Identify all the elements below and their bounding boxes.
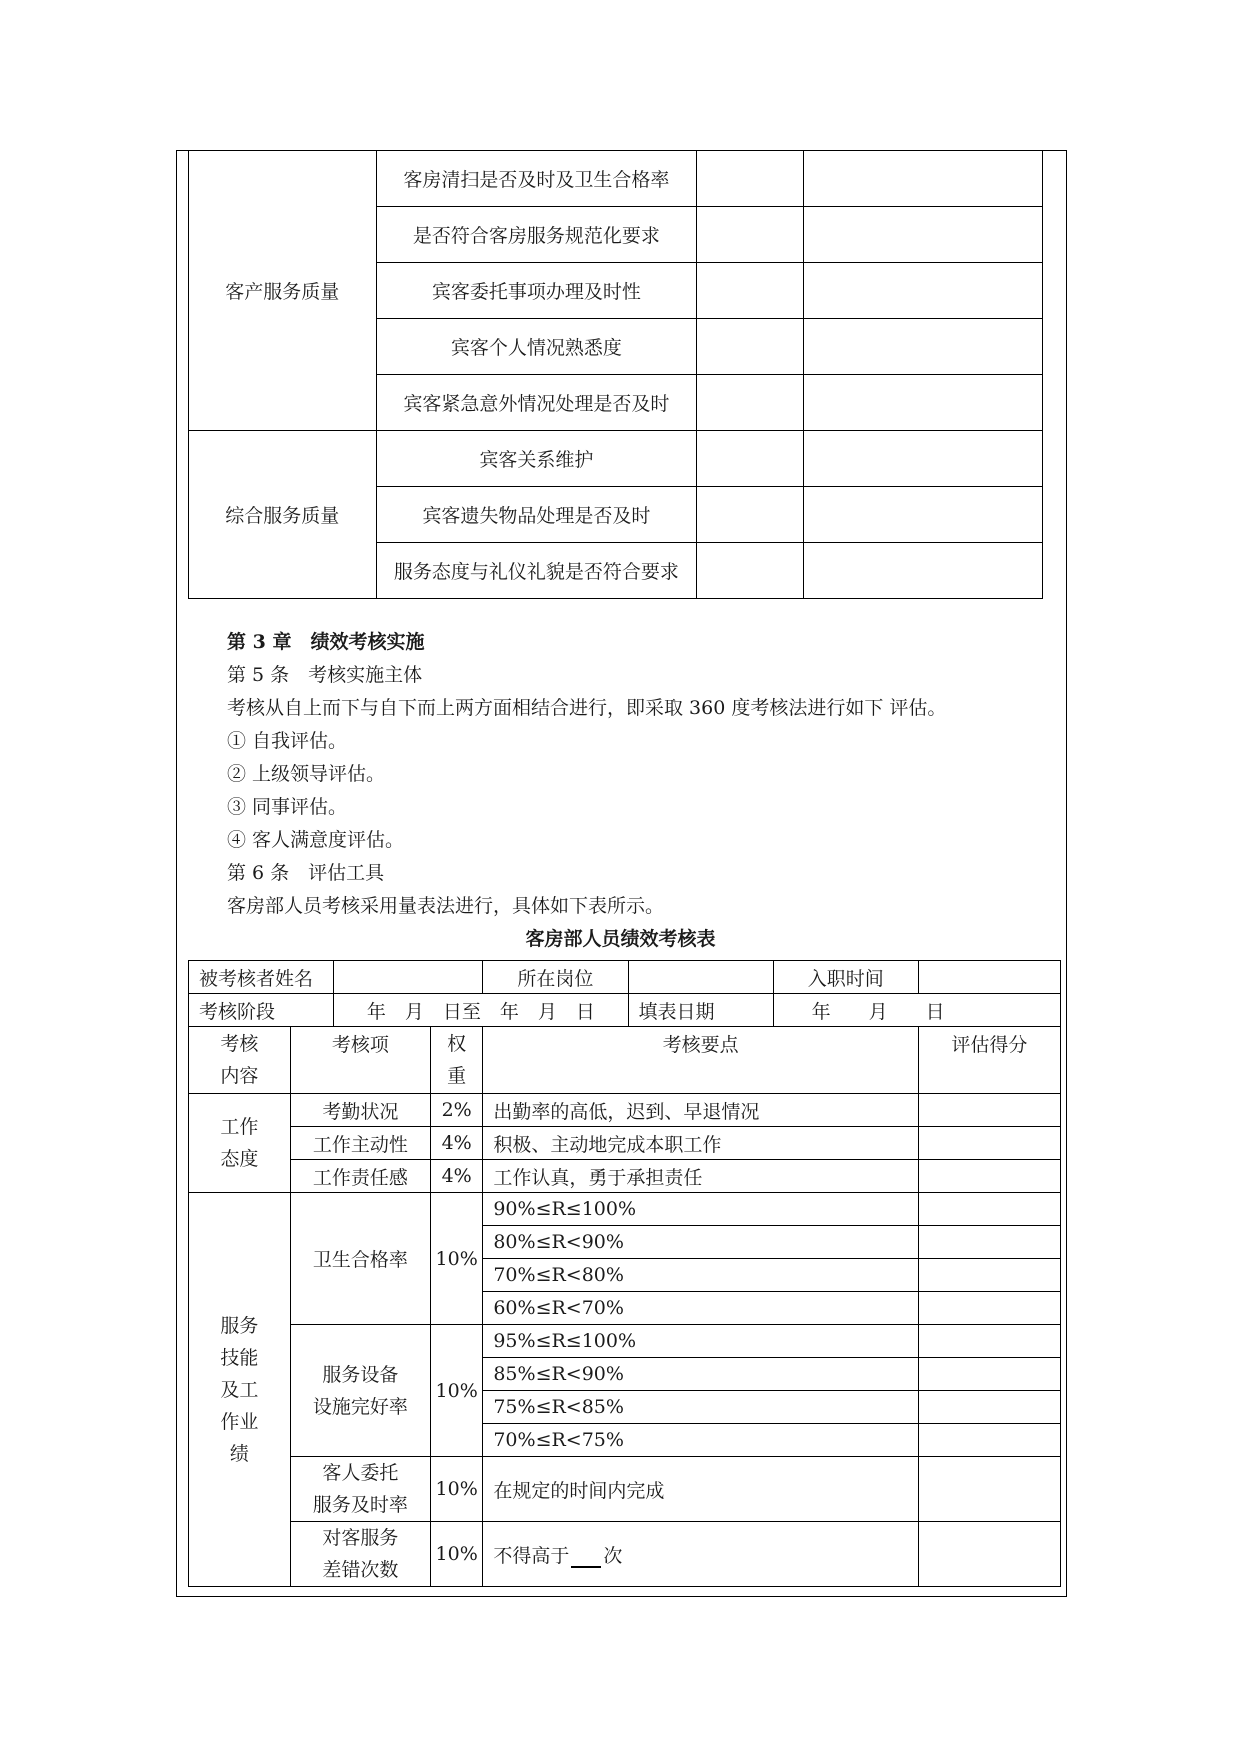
blank-cell[interactable] xyxy=(697,375,804,431)
item-cell: 宾客关系维护 xyxy=(376,431,697,487)
weight-cell: 10% xyxy=(430,1457,482,1522)
page-frame-left xyxy=(176,150,177,1596)
name-value[interactable] xyxy=(334,961,483,994)
list-item: ③ 同事评估。 xyxy=(227,796,348,818)
point-cell: 工作认真，勇于承担责任 xyxy=(483,1160,918,1193)
level-cell: 70%≤R<75% xyxy=(483,1424,918,1457)
level-cell: 90%≤R≤100% xyxy=(483,1193,918,1226)
table-row xyxy=(189,1160,1061,1193)
table-row xyxy=(189,1325,1061,1358)
item-cell: 客房清扫是否及时及卫生合格率 xyxy=(376,151,697,207)
paragraph-scale: 客房部人员考核采用量表法进行，具体如下表所示。 xyxy=(227,895,665,917)
list-item: ① 自我评估。 xyxy=(227,730,348,752)
score-cell[interactable] xyxy=(918,1160,1060,1193)
item-line: 设施完好率 xyxy=(312,1395,408,1418)
point-prefix: 不得高于 xyxy=(493,1544,570,1567)
chapter-heading: 第 3 章 绩效考核实施 xyxy=(227,631,425,653)
table-row xyxy=(189,1193,1061,1226)
blank-cell[interactable] xyxy=(804,151,1043,207)
blank-underline[interactable] xyxy=(571,1548,601,1568)
blank-cell[interactable] xyxy=(697,263,804,319)
score-cell[interactable] xyxy=(918,1325,1060,1358)
page-frame-right xyxy=(1066,150,1067,1596)
category-attitude-text: 工作态度 xyxy=(220,1116,259,1170)
column-header-content-text: 考核内容 xyxy=(220,1033,259,1087)
level-cell: 80%≤R<90% xyxy=(483,1226,918,1259)
item-cell: 工作主动性 xyxy=(290,1127,430,1160)
table-row xyxy=(189,961,1061,994)
item-cell: 宾客个人情况熟悉度 xyxy=(376,319,697,375)
score-cell[interactable] xyxy=(918,1127,1060,1160)
page-frame-bottom xyxy=(176,1596,1067,1597)
blank-cell[interactable] xyxy=(697,487,804,543)
table-row xyxy=(189,431,1043,487)
blank-cell[interactable] xyxy=(804,207,1043,263)
weight-cell: 2% xyxy=(430,1094,482,1127)
score-cell[interactable] xyxy=(918,1094,1060,1127)
category-skills xyxy=(189,1193,291,1587)
article-6-heading: 第 6 条 评估工具 xyxy=(227,862,385,884)
weight-cell: 10% xyxy=(430,1193,482,1325)
hire-date-value[interactable] xyxy=(918,961,1060,994)
position-label: 所在岗位 xyxy=(483,961,628,994)
article-5-heading: 第 5 条 考核实施主体 xyxy=(227,664,423,686)
table-row xyxy=(189,1127,1061,1160)
blank-cell[interactable] xyxy=(697,207,804,263)
item-cell xyxy=(290,1457,430,1522)
blank-cell[interactable] xyxy=(804,487,1043,543)
point-cell: 积极、主动地完成本职工作 xyxy=(483,1127,918,1160)
list-item: ② 上级领导评估。 xyxy=(227,763,386,785)
level-cell: 60%≤R<70% xyxy=(483,1292,918,1325)
fill-date-label: 填表日期 xyxy=(628,994,773,1027)
category-attitude xyxy=(189,1094,291,1193)
item-cell: 是否符合客房服务规范化要求 xyxy=(376,207,697,263)
category-cell: 客产服务质量 xyxy=(189,151,377,431)
blank-cell[interactable] xyxy=(804,375,1043,431)
table-row xyxy=(189,994,1061,1027)
table-title: 客房部人员绩效考核表 xyxy=(525,928,716,950)
blank-cell[interactable] xyxy=(697,431,804,487)
level-cell: 95%≤R≤100% xyxy=(483,1325,918,1358)
item-cell: 宾客遗失物品处理是否及时 xyxy=(376,487,697,543)
evaluation-table xyxy=(188,960,1061,1587)
score-cell[interactable] xyxy=(918,1259,1060,1292)
item-cell: 工作责任感 xyxy=(290,1160,430,1193)
item-cell: 服务态度与礼仪礼貌是否符合要求 xyxy=(376,543,697,599)
column-header-item: 考核项 xyxy=(290,1027,430,1094)
item-line: 差错次数 xyxy=(322,1559,399,1581)
hire-date-label: 入职时间 xyxy=(773,961,918,994)
score-cell[interactable] xyxy=(918,1292,1060,1325)
column-header-weight xyxy=(430,1027,482,1094)
level-cell: 70%≤R<80% xyxy=(483,1259,918,1292)
item-cell: 卫生合格率 xyxy=(290,1193,430,1325)
paragraph-360: 考核从自上而下与自下而上两方面相结合进行，即采取 360 度考核法进行如下 评估。 xyxy=(227,697,947,719)
score-cell[interactable] xyxy=(918,1424,1060,1457)
table-row xyxy=(189,151,1043,207)
category-skills-text: 服务技能及工作业绩 xyxy=(220,1314,259,1465)
score-cell[interactable] xyxy=(918,1457,1060,1522)
blank-cell[interactable] xyxy=(804,319,1043,375)
period-label: 考核阶段 xyxy=(189,994,334,1027)
point-cell xyxy=(483,1522,918,1587)
point-suffix: 次 xyxy=(603,1544,623,1567)
quality-table xyxy=(188,150,1043,599)
blank-cell[interactable] xyxy=(697,151,804,207)
table-row xyxy=(189,1457,1061,1522)
blank-cell[interactable] xyxy=(697,319,804,375)
item-cell xyxy=(290,1522,430,1587)
position-value[interactable] xyxy=(628,961,773,994)
point-cell: 出勤率的高低，迟到、早退情况 xyxy=(483,1094,918,1127)
score-cell[interactable] xyxy=(918,1358,1060,1391)
blank-cell[interactable] xyxy=(804,431,1043,487)
score-cell[interactable] xyxy=(918,1522,1060,1587)
blank-cell[interactable] xyxy=(804,263,1043,319)
item-cell xyxy=(290,1325,430,1457)
table-row xyxy=(189,1094,1061,1127)
column-header-score: 评估得分 xyxy=(918,1027,1060,1094)
level-cell: 75%≤R<85% xyxy=(483,1391,918,1424)
fill-date-value[interactable]: 年 月 日 xyxy=(773,994,1060,1027)
category-cell: 综合服务质量 xyxy=(189,431,377,599)
weight-cell: 4% xyxy=(430,1160,482,1193)
table-row xyxy=(189,1522,1061,1587)
score-cell[interactable] xyxy=(918,1391,1060,1424)
weight-cell: 4% xyxy=(430,1127,482,1160)
level-cell: 85%≤R<90% xyxy=(483,1358,918,1391)
item-line: 服务设备 xyxy=(322,1363,399,1386)
list-item: ④ 客人满意度评估。 xyxy=(227,829,405,851)
column-header-content xyxy=(189,1027,291,1094)
blank-cell[interactable] xyxy=(804,543,1043,599)
score-cell[interactable] xyxy=(918,1193,1060,1226)
period-value[interactable]: 年 月 日至 年 月 日 xyxy=(334,994,628,1027)
item-cell: 宾客紧急意外情况处理是否及时 xyxy=(376,375,697,431)
blank-cell[interactable] xyxy=(697,543,804,599)
score-cell[interactable] xyxy=(918,1226,1060,1259)
name-label: 被考核者姓名 xyxy=(189,961,334,994)
column-header-weight-text: 权重 xyxy=(447,1033,467,1087)
item-line: 服务及时率 xyxy=(312,1494,408,1516)
point-cell: 在规定的时间内完成 xyxy=(483,1457,918,1522)
item-line: 对客服务 xyxy=(322,1527,399,1549)
column-header-points: 考核要点 xyxy=(483,1027,918,1094)
weight-cell: 10% xyxy=(430,1522,482,1587)
table-row xyxy=(189,1027,1061,1094)
item-line: 客人委托 xyxy=(322,1462,399,1484)
item-cell: 考勤状况 xyxy=(290,1094,430,1127)
item-cell: 宾客委托事项办理及时性 xyxy=(376,263,697,319)
weight-cell: 10% xyxy=(430,1325,482,1457)
